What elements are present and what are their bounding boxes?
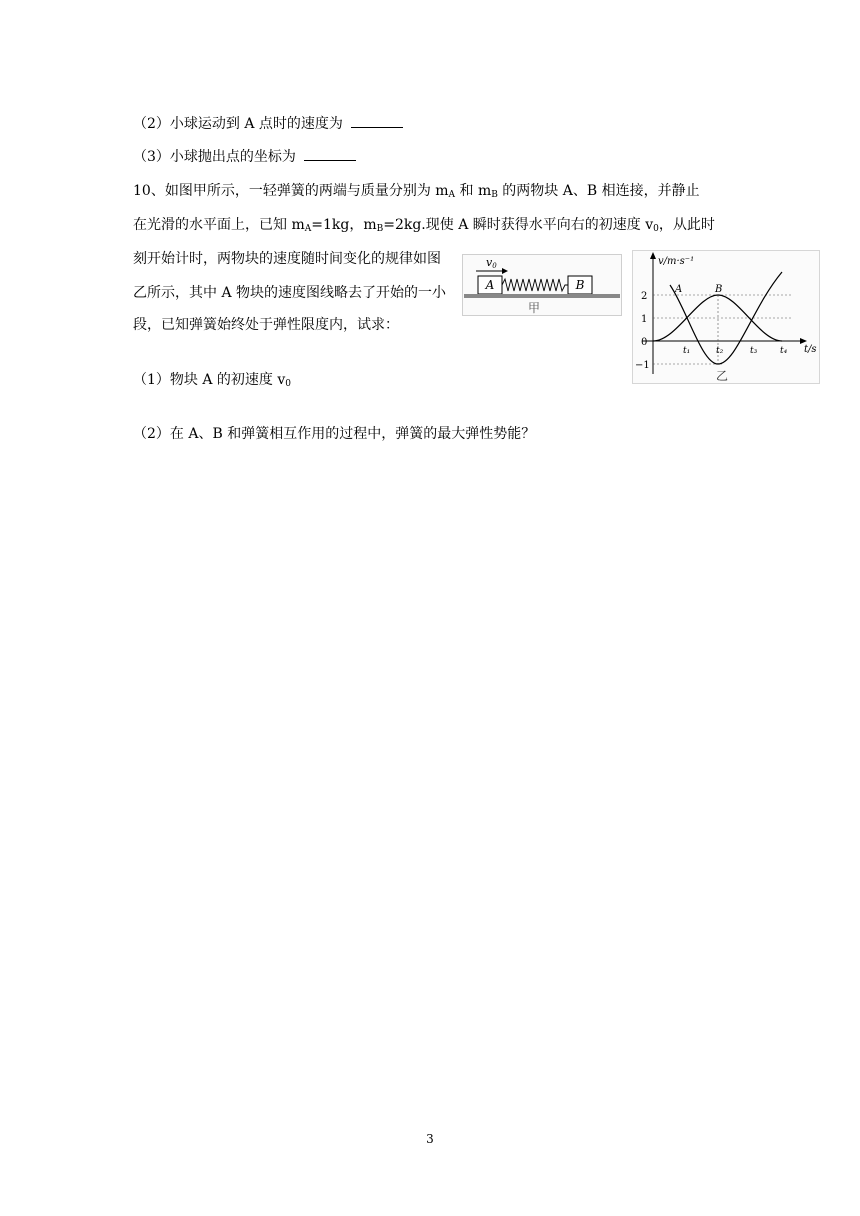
block-a-label: A bbox=[485, 278, 495, 292]
subscript: 0 bbox=[653, 224, 659, 234]
q10-text: 的两物块 A、B 相连接，并静止 bbox=[497, 183, 700, 199]
q10-line2 bbox=[133, 215, 715, 235]
q10-text: 在光滑的水平面上，已知 m bbox=[133, 217, 305, 233]
y-tick-label: 1 bbox=[641, 314, 648, 325]
q10-text: =1kg，m bbox=[311, 217, 377, 233]
q10-line5: 段，已知弹簧始终处于弹性限度内，试求： bbox=[133, 317, 399, 333]
x-tick-label: t₁ bbox=[683, 346, 691, 356]
y-tick-label: 0 bbox=[641, 337, 648, 348]
page-number: 3 bbox=[426, 1132, 434, 1146]
q10-text: =2kg.现使 A 瞬时获得水平向右的初速度 v bbox=[383, 217, 654, 233]
answer-blank bbox=[351, 113, 403, 128]
q8-part2-text: （2）小球运动到 A 点时的速度为 bbox=[133, 116, 343, 132]
q10-sub2: （2）在 A、B 和弹簧相互作用的过程中，弹簧的最大弹性势能？ bbox=[133, 426, 536, 442]
q8-part2 bbox=[133, 113, 403, 134]
q8-part3-text: （3）小球抛出点的坐标为 bbox=[133, 149, 296, 165]
figure-jia-caption: 甲 bbox=[527, 301, 541, 315]
y-axis-label: v/m·s⁻¹ bbox=[658, 256, 695, 267]
q8-part3 bbox=[133, 146, 356, 167]
q10-line3: 刻开始计时，两物块的速度随时间变化的规律如图 bbox=[133, 251, 441, 267]
x-tick-label: t₃ bbox=[750, 346, 758, 356]
q10-text: 10、如图甲所示，一轻弹簧的两端与质量分别为 m bbox=[133, 183, 449, 199]
v0-label: v0 bbox=[486, 256, 497, 270]
subscript: B bbox=[491, 190, 498, 200]
figure-jia bbox=[462, 254, 622, 316]
subscript: A bbox=[448, 190, 456, 200]
block-b-label: B bbox=[575, 278, 585, 292]
q10-text: ，从此时 bbox=[658, 217, 715, 233]
y-tick-label: −1 bbox=[635, 360, 650, 371]
figure-yi-caption: 乙 bbox=[716, 369, 729, 383]
figure-yi bbox=[632, 250, 820, 384]
q10-text: 和 m bbox=[455, 183, 492, 199]
subscript: B bbox=[376, 224, 384, 234]
x-axis-label: t/s bbox=[804, 344, 817, 355]
q10-line4: 乙所示，其中 A 物块的速度图线略去了开始的一小 bbox=[133, 285, 447, 301]
x-tick-label: t₄ bbox=[780, 346, 788, 356]
subscript: A bbox=[304, 224, 312, 234]
answer-blank bbox=[304, 146, 356, 161]
subscript: 0 bbox=[285, 379, 292, 389]
y-tick-label: 2 bbox=[641, 291, 648, 302]
q10-sub1-text: （1）物块 A 的初速度 v bbox=[133, 372, 286, 388]
x-tick-label: t₂ bbox=[716, 346, 724, 356]
curve-b-label: B bbox=[715, 284, 723, 295]
q10-sub1 bbox=[133, 370, 291, 390]
figure-frame bbox=[633, 251, 820, 384]
ground-surface bbox=[464, 294, 620, 298]
curve-a-label: A bbox=[675, 284, 683, 295]
q10-line1 bbox=[133, 181, 700, 201]
